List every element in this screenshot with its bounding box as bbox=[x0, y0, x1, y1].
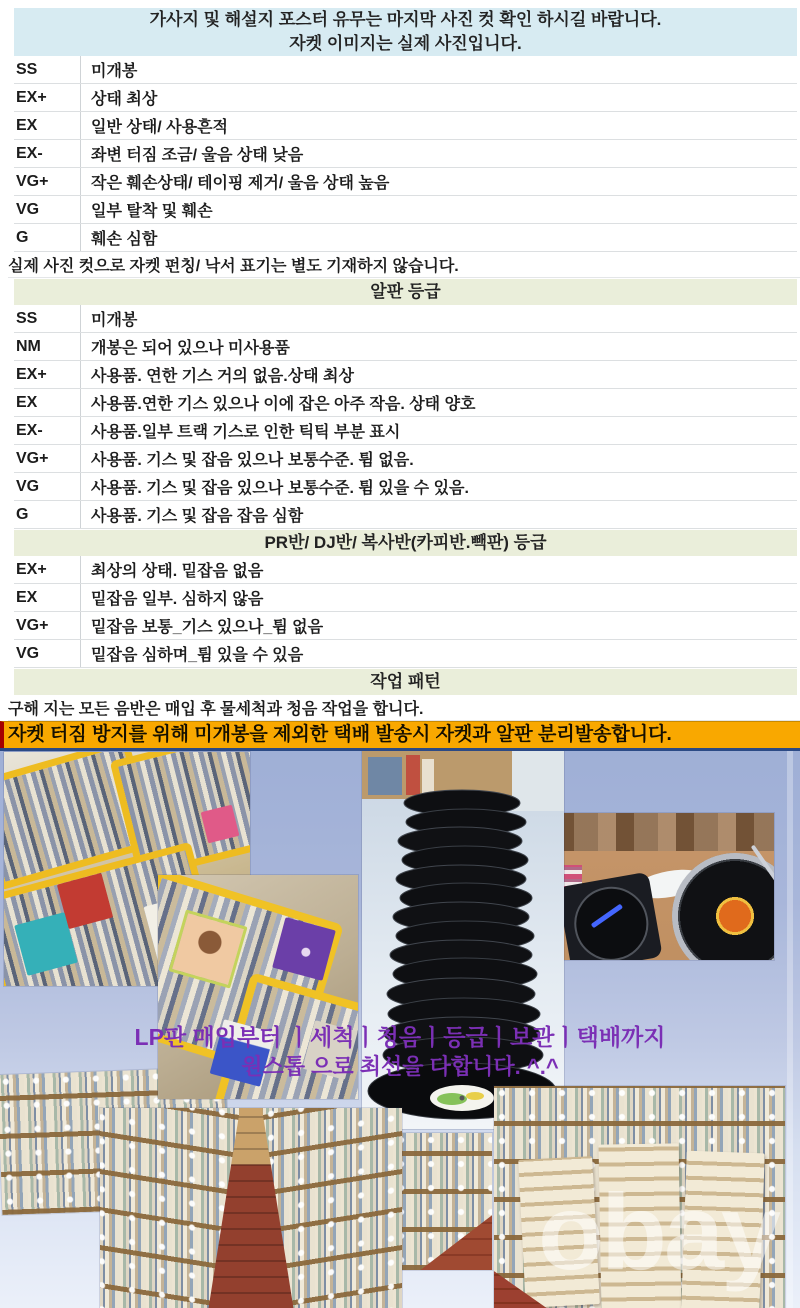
table-row bbox=[14, 640, 797, 668]
desc-cell: 밑잡음 일부. 심하지 않음 bbox=[80, 584, 797, 611]
shipping-banner: 자켓 터짐 방지를 위해 미개봉을 제외한 택배 발송시 자켓과 알판 분리발송합니다. bbox=[0, 721, 800, 748]
grade-cell: VG+ bbox=[16, 616, 49, 634]
grade-cell: NM bbox=[16, 337, 41, 355]
notice-banner bbox=[14, 8, 797, 56]
table-row bbox=[14, 501, 797, 529]
photo-turntables bbox=[556, 813, 774, 960]
desc-cell: 사용품.일부 트랙 기스로 인한 틱틱 부분 표시 bbox=[80, 417, 797, 444]
table-row bbox=[14, 112, 797, 140]
desc-cell: 일부 탈착 및 훼손 bbox=[80, 196, 797, 223]
grade-cell: SS bbox=[16, 60, 38, 78]
desc-cell: 일반 상태/ 사용흔적 bbox=[80, 112, 797, 139]
shelf-background bbox=[556, 813, 774, 851]
table-row bbox=[14, 196, 797, 224]
table-row bbox=[14, 389, 797, 417]
desc-cell: 좌변 터짐 조금/ 울음 상태 낮음 bbox=[80, 140, 797, 167]
jacket-note: 실제 사진 컷으로 자켓 펀칭/ 낙서 표기는 별도 기재하지 않습니다. bbox=[8, 252, 800, 278]
grade-cell: VG bbox=[16, 644, 40, 662]
desc-cell: 작은 훼손상태/ 테이핑 제거/ 울음 상태 높음 bbox=[80, 168, 797, 195]
promo-text bbox=[0, 1022, 800, 1081]
desc-cell: 사용품. 기스 및 잡음 잡음 심함 bbox=[80, 501, 797, 528]
table-row bbox=[14, 84, 797, 112]
pr-grade-table bbox=[14, 556, 797, 668]
notice-line-1: 가사지 및 해설지 포스터 유무는 마지막 사진 컷 확인 하시길 바랍니다. bbox=[149, 10, 662, 29]
watermark-text: obay bbox=[538, 1171, 779, 1292]
turntable-left bbox=[557, 872, 663, 960]
grade-cell: EX bbox=[16, 116, 38, 134]
photo-collage bbox=[0, 748, 800, 1308]
table-row bbox=[14, 473, 797, 501]
desc-cell: 사용품. 연한 기스 거의 없음.상태 최상 bbox=[80, 361, 797, 388]
grade-cell: G bbox=[16, 505, 29, 523]
grade-cell: VG bbox=[16, 200, 40, 218]
desc-cell: 사용품. 기스 및 잡음 있으나 보통수준. 튐 없음. bbox=[80, 445, 797, 472]
section-header-pr: PR반/ DJ반/ 복사반(카피반.빽판) 등급 bbox=[14, 530, 797, 556]
desc-cell: 밑잡음 심하며_튐 있을 수 있음 bbox=[80, 640, 797, 667]
grade-cell: EX+ bbox=[16, 365, 47, 383]
grade-cell: EX- bbox=[16, 421, 43, 439]
table-row bbox=[14, 417, 797, 445]
grade-cell: EX bbox=[16, 588, 38, 606]
grade-cell: VG+ bbox=[16, 172, 49, 190]
section-header-disc: 알판 등급 bbox=[14, 279, 797, 305]
table-row bbox=[14, 224, 797, 252]
desc-cell: 밑잡음 보통_기스 있으나_튐 없음 bbox=[80, 612, 797, 639]
grade-cell: VG+ bbox=[16, 449, 49, 467]
grade-cell: EX bbox=[16, 393, 38, 411]
jacket-grade-table bbox=[14, 56, 797, 252]
desc-cell: 개봉은 되어 있으나 미사용품 bbox=[80, 333, 797, 360]
desc-cell: 최상의 상태. 밑잡음 없음 bbox=[80, 556, 797, 583]
table-row bbox=[14, 56, 797, 84]
desc-cell: 훼손 심함 bbox=[80, 224, 797, 251]
table-row bbox=[14, 361, 797, 389]
grade-cell: EX- bbox=[16, 144, 43, 162]
desc-cell: 사용품.연한 기스 있으나 이에 잡은 아주 작음. 상태 양호 bbox=[80, 389, 797, 416]
table-row bbox=[14, 556, 797, 584]
turntable-platter bbox=[568, 881, 654, 960]
notice-line-2: 자켓 이미지는 실제 사진입니다. bbox=[289, 34, 522, 53]
table-row bbox=[14, 445, 797, 473]
grade-cell: SS bbox=[16, 309, 38, 327]
table-row bbox=[14, 584, 797, 612]
promo-line-2: 원스톱 으로 최선을 다합니다. ^.^ bbox=[241, 1054, 559, 1079]
desc-cell: 미개봉 bbox=[80, 305, 797, 332]
desc-cell: 사용품. 기스 및 잡음 있으나 보통수준. 튐 있을 수 있음. bbox=[80, 473, 797, 500]
grade-cell: EX+ bbox=[16, 88, 47, 106]
disc-grade-table bbox=[14, 305, 797, 529]
grade-cell: VG bbox=[16, 477, 40, 495]
table-row bbox=[14, 140, 797, 168]
photo-shelf-aisle bbox=[100, 1108, 402, 1308]
work-note: 구해 지는 모든 음반은 매입 후 물세척과 청음 작업을 합니다. bbox=[8, 695, 800, 721]
desc-cell: 미개봉 bbox=[80, 56, 797, 83]
table-row bbox=[14, 333, 797, 361]
table-row bbox=[14, 612, 797, 640]
grade-cell: EX+ bbox=[16, 560, 47, 578]
grade-cell: G bbox=[16, 228, 29, 246]
table-row bbox=[14, 305, 797, 333]
section-header-work: 작업 패턴 bbox=[14, 669, 797, 695]
promo-line-1: LP판 매입부터 ㅣ세척ㅣ청음ㅣ등급ㅣ보관ㅣ택배까지 bbox=[134, 1024, 666, 1050]
desc-cell: 상태 최상 bbox=[80, 84, 797, 111]
table-row bbox=[14, 168, 797, 196]
